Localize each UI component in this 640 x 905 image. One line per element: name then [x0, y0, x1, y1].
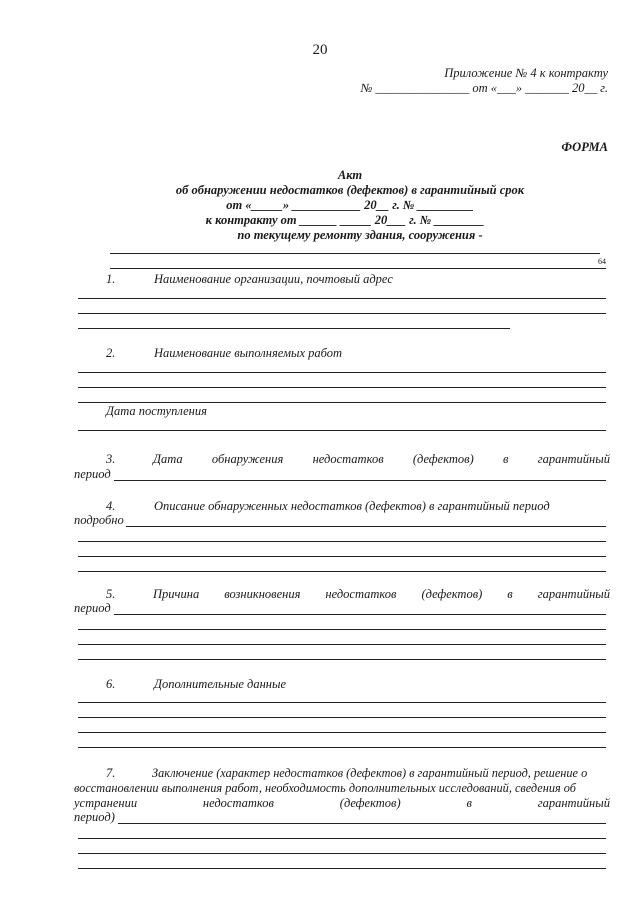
- section-5-line[interactable]: [114, 614, 606, 615]
- title-date-number: от «_____» ___________ 20__ г. № _________: [226, 198, 474, 212]
- section-1-line[interactable]: [78, 298, 606, 299]
- section-5-label: Причина возникновения недостатков (дефектов) в гарантийный: [153, 587, 610, 601]
- section-7-line[interactable]: [78, 853, 606, 854]
- section-4-line[interactable]: [78, 556, 606, 557]
- section-6-line[interactable]: [78, 747, 606, 748]
- section-4-number: 4.: [106, 499, 116, 513]
- appendix-label: Приложение № 4 к контракту: [444, 66, 608, 80]
- section-2-label: Наименование выполняемых работ: [154, 346, 343, 360]
- section-3-continuation: период: [74, 467, 111, 481]
- footnote-mark: 64: [598, 257, 606, 266]
- section-1-label: Наименование организации, почтовый адрес: [154, 272, 393, 286]
- section-5-line[interactable]: [78, 629, 606, 630]
- form-label: ФОРМА: [561, 140, 608, 154]
- section-4-line[interactable]: [78, 571, 606, 572]
- section-4-line[interactable]: [126, 526, 606, 527]
- section-2-line[interactable]: [78, 372, 606, 373]
- object-name-line: [110, 253, 600, 254]
- section-5-continuation: период: [74, 601, 111, 615]
- section-7-line-4: период): [74, 810, 115, 824]
- section-6-line[interactable]: [78, 717, 606, 718]
- document-title: Акт: [337, 168, 363, 182]
- section-1-line[interactable]: [78, 328, 510, 329]
- section-7-number: 7.: [106, 766, 116, 780]
- section-3-label: Дата обнаружения недостатков (дефектов) в гарантийный: [153, 452, 610, 466]
- title-subject: об обнаружении недостатков (дефектов) в гарантийный срок: [175, 183, 525, 197]
- section-7-line-3: устранении недостатков (дефектов) в гарантийный: [74, 796, 610, 810]
- section-6-label: Дополнительные данные: [154, 677, 287, 691]
- contract-reference: № _______________ от «___» _______ 20__ г.: [360, 81, 608, 95]
- object-name-line-2: [110, 268, 606, 269]
- section-7-line-1: Заключение (характер недостатков (дефектов) в гарантийный период, решение о: [152, 766, 588, 780]
- page-number: 20: [312, 42, 328, 58]
- section-5-line[interactable]: [78, 644, 606, 645]
- section-6-line[interactable]: [78, 702, 606, 703]
- receipt-date-line[interactable]: [78, 430, 606, 431]
- section-1-number: 1.: [106, 272, 116, 286]
- section-7-line[interactable]: [78, 838, 606, 839]
- title-object: по текущему ремонту здания, сооружения -: [237, 228, 483, 242]
- section-1-line[interactable]: [78, 313, 606, 314]
- section-4-line[interactable]: [78, 541, 606, 542]
- section-2-line[interactable]: [78, 387, 606, 388]
- section-7-line[interactable]: [118, 823, 606, 824]
- title-contract-ref: к контракту от ______ _____ 20___ г. № ________: [205, 213, 485, 227]
- section-7-line-2: восстановлении выполнения работ, необходимость дополнительных исследований, сведения об: [74, 781, 576, 795]
- section-6-number: 6.: [106, 677, 116, 691]
- section-7-line[interactable]: [78, 868, 606, 869]
- section-5-number: 5.: [106, 587, 116, 601]
- section-3-line[interactable]: [114, 480, 606, 481]
- section-3-number: 3.: [106, 452, 116, 466]
- section-2-number: 2.: [106, 346, 116, 360]
- section-4-continuation: подробно: [74, 513, 124, 527]
- section-5-line[interactable]: [78, 659, 606, 660]
- section-4-label: Описание обнаруженных недостатков (дефектов) в гарантийный период: [154, 499, 550, 513]
- receipt-date-label: Дата поступления: [106, 404, 207, 418]
- section-6-line[interactable]: [78, 732, 606, 733]
- section-2-line[interactable]: [78, 402, 606, 403]
